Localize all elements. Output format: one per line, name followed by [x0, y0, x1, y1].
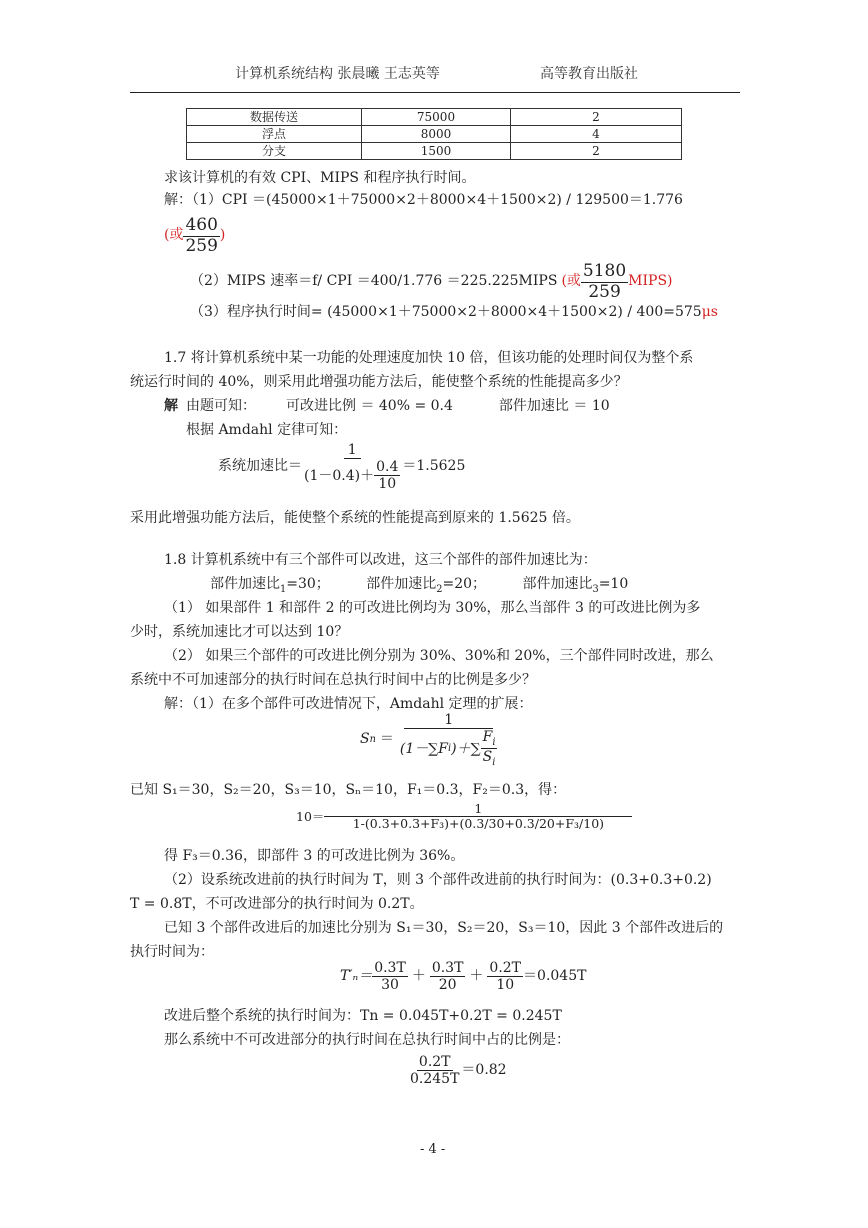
s18-equation-10: 10＝ $\frac{1}{\text{1-(0.3+0.3+F₃)+(0.3/30+0.3/20+F₃/10)}}$	[296, 802, 632, 832]
s18-part1-line2: 少时，系统加速比才可以达到 10？	[130, 624, 349, 640]
s17-solution-given: 解 由题可知： 可改进比例 ＝ 40% = 0.4 部件加速比 ＝ 10	[164, 398, 610, 414]
s16-question: 求该计算机的有效 CPI、MIPS 和程序执行时间。	[164, 170, 476, 186]
s18-part2-line2: 系统中不可加速部分的执行时间在总执行时间中占的比例是多少？	[130, 672, 536, 688]
s18-part2-solution-line2: T = 0.8T，不可改进部分的执行时间为 0.2T。	[130, 896, 424, 912]
table-cell: 1500	[362, 143, 511, 160]
s16-frac-460-259: $\frac{460}{259}$	[185, 215, 218, 256]
s17-question-line2: 统运行时间的 40%，则采用此增强功能方法后，能使整个系统的性能提高多少？	[130, 374, 628, 390]
page-number: - 4 -	[420, 1142, 446, 1157]
table-row	[187, 109, 682, 126]
s18-part2-solution-line1: （2）设系统改进前的执行时间为 T，则 3 个部件改进前的执行时间为：(0.3+0.3+0.2)	[164, 872, 712, 888]
s17-question-line1: 1.7 将计算机系统中某一功能的处理速度加快 10 倍，但该功能的处理时间仅为整个系	[164, 350, 694, 366]
s18-part2-line1: （2） 如果三个部件的可改进比例分别为 30%、30%和 20%，三个部件同时改进，那么	[164, 648, 714, 664]
table-cell: 数据传送	[187, 109, 362, 126]
s17-conclusion: 采用此增强功能方法后，能使整个系统的性能提高到原来的 1.5625 倍。	[130, 510, 580, 526]
s16-answer-mips: （2）MIPS 速率＝f/ CPI ＝400/1.776 ＝225.225MIPS (或 $\frac{5180}{259}$ MIPS)	[190, 261, 673, 302]
table-cell: 分支	[187, 143, 362, 160]
s16-cpi-fraction	[164, 216, 225, 256]
table-cell: 2	[511, 143, 682, 160]
header-publisher: 高等教育出版社	[540, 66, 638, 82]
s18-speedups: 部件加速比$_1$=30； 部件加速比$_2$=20； 部件加速比$_3$=10	[210, 576, 629, 595]
s16-or-open: (或	[164, 227, 184, 244]
s18-known-values: 已知 S₁＝30，S₂＝20，S₃＝10，Sₙ＝10，F₁＝0.3，F₂＝0.3，得：	[130, 782, 567, 798]
table-row	[187, 143, 682, 160]
s17-amdahl-intro: 根据 Amdahl 定律可知：	[186, 422, 348, 438]
header-rule	[130, 92, 740, 93]
s16-answer-time: （3）程序执行时间= (45000×1＋75000×2＋8000×4＋1500×2) / 400=575μs	[190, 304, 718, 320]
s16-or-close: )	[219, 227, 226, 244]
s18-part1-line1: （1） 如果部件 1 和部件 2 的可改进比例均为 30%，那么当部件 3 的可改进比例为多	[164, 600, 701, 616]
s18-question: 1.8 计算机系统中有三个部件可以改进，这三个部件的部件加速比为：	[164, 552, 597, 568]
s17-amdahl-equation: 系统加速比＝ 1 (1－0.4)＋ $\frac{0.4}{10}$ ＝1.5625	[218, 442, 466, 493]
s18-part2-solution-line3: 已知 3 个部件改进后的加速比分别为 S₁＝30，S₂＝20，S₃＝10，因此 3 个部件改进后的	[164, 920, 724, 936]
s18-ratio-equation: $\frac{0.2T}{0.245T}$ ＝0.82	[410, 1054, 507, 1088]
table-cell: 75000	[362, 109, 511, 126]
instruction-table	[186, 108, 682, 160]
s16-frac-5180-259: $\frac{5180}{259}$	[582, 261, 627, 302]
s18-result1: 得 F₃＝0.36，即部件 3 的可改进比例为 36%。	[164, 848, 465, 864]
table-cell: 浮点	[187, 126, 362, 143]
s16-answer-cpi: 解：（1）CPI ＝(45000×1＋75000×2＋8000×4＋1500×2) / 129500＝1.776	[164, 192, 683, 208]
header-book-title: 计算机系统结构 张晨曦 王志英等	[235, 66, 440, 82]
table-cell: 8000	[362, 126, 511, 143]
table-row	[187, 126, 682, 143]
s18-ratio-question: 那么系统中不可改进部分的执行时间在总执行时间中占的比例是：	[164, 1032, 570, 1048]
s18-part2-solution-line4: 执行时间为：	[130, 944, 214, 960]
table-cell: 4	[511, 126, 682, 143]
table-cell: 2	[511, 109, 682, 126]
s18-total-time: 改进后整个系统的执行时间为：Tn = 0.045T+0.2T = 0.245T	[164, 1008, 562, 1024]
s18-solution1-intro: 解：（1）在多个部件可改进情况下，Amdahl 定理的扩展：	[164, 696, 533, 712]
s18-improved-time-equation: T′ₙ＝ $\frac{0.3T}{30}$ ＋ $\frac{0.3T}{20}$ ＋ $\frac{0.2T}{10}$ ＝0.045T	[340, 960, 587, 994]
s18-amdahl-extended-formula: S n ＝ 1 (1－∑F i )＋∑ $\frac{F_i}{S_i}$	[360, 712, 496, 768]
